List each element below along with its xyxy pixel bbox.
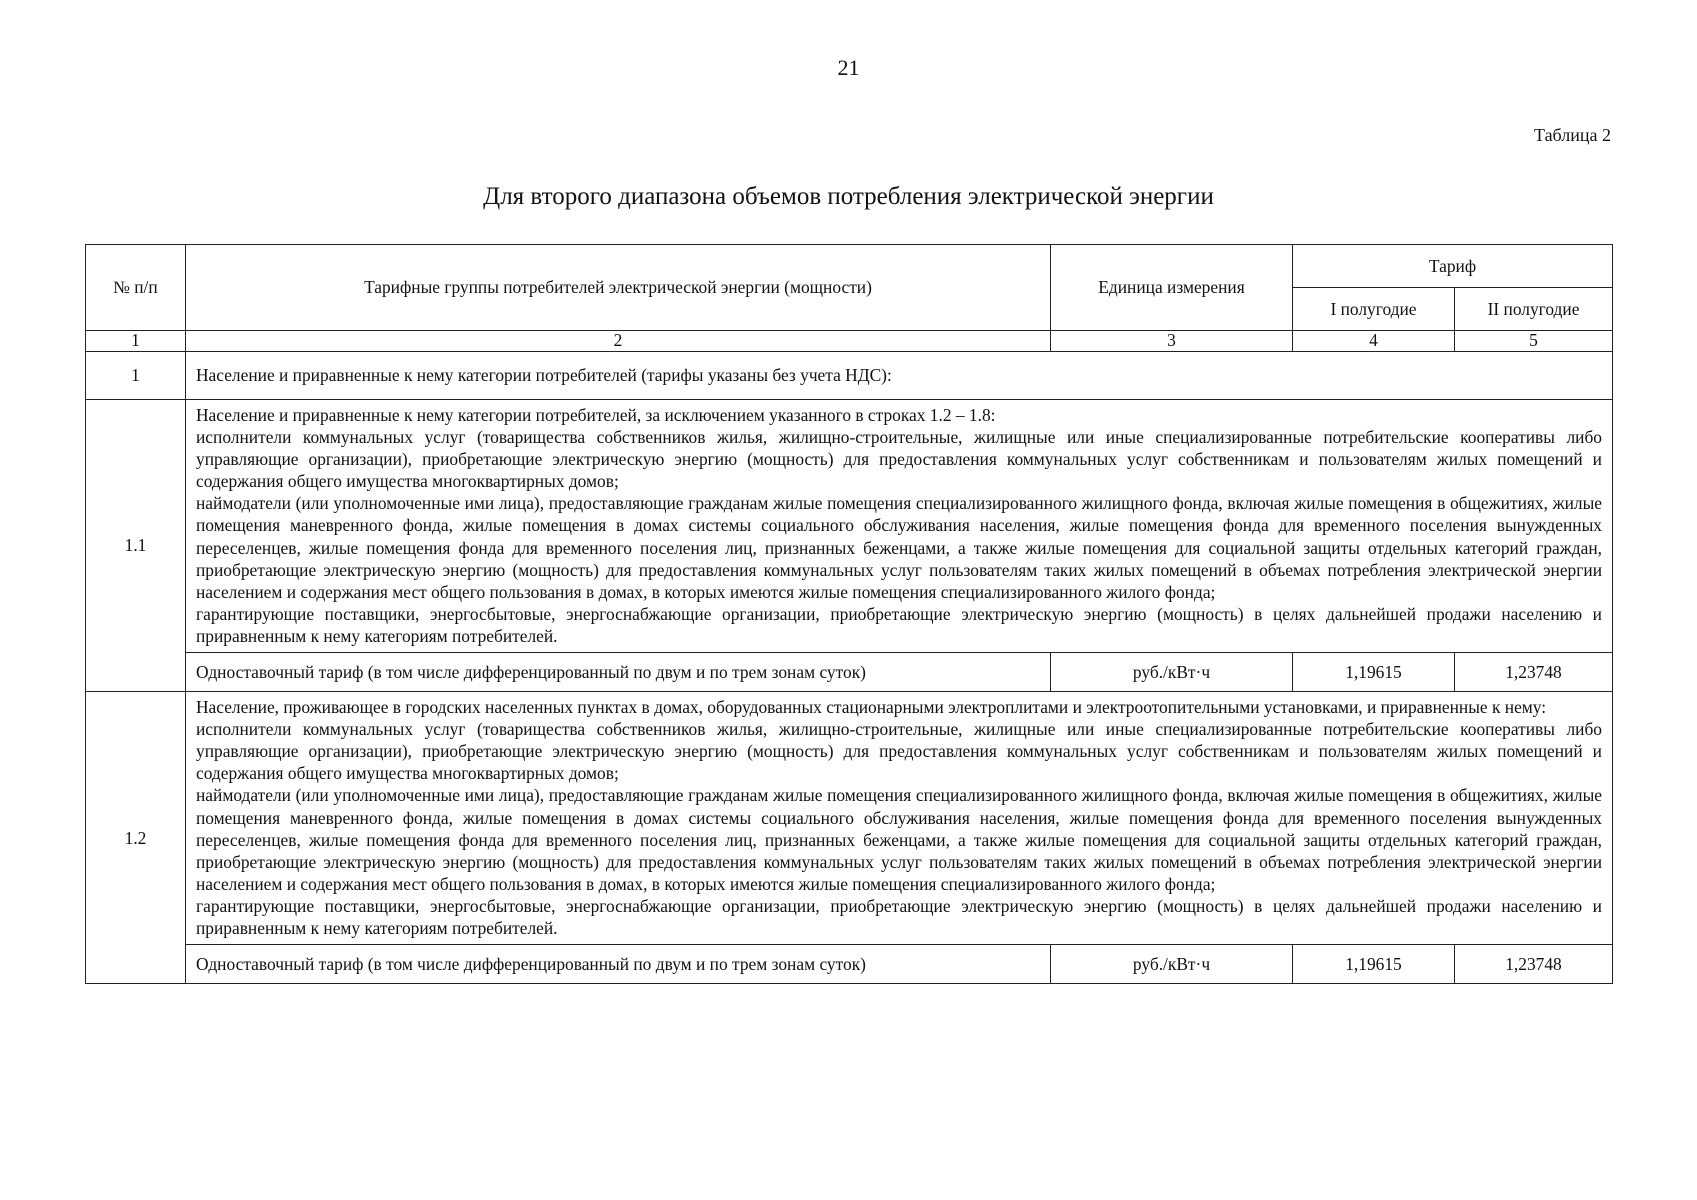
tariff-value-h1: 1,19615	[1293, 653, 1455, 692]
description-paragraph: гарантирующие поставщики, энергосбытовые, энергоснабжающие организации, приобретающие электрическую энергию (мощность) в целях дальнейшей продажи населению и приравненным к нему категориям потребителей.	[196, 895, 1602, 938]
description-paragraph: исполнители коммунальных услуг (товарищества собственников жилья, жилищно-строительные, жилищные или иные специализированные потребительские кооперативы либо управляющие организации), приобретающие электрическую энергию (мощность) для предоставления коммунальных услуг собственникам и пользователям жилых помещений и содержания общего имущества многоквартирных домов;	[196, 719, 1602, 784]
column-number: 3	[1051, 331, 1293, 352]
group-row	[86, 352, 1613, 400]
table-label: Таблица 2	[1534, 125, 1611, 145]
tariff-value-h2: 1,23748	[1455, 653, 1613, 692]
tariff-value-h2: 1,23748	[1455, 945, 1613, 984]
category-description	[186, 692, 1613, 945]
header-col-h2: II полугодие	[1455, 288, 1613, 331]
header-col-group: Тарифные группы потребителей электрической энергии (мощности)	[186, 245, 1051, 331]
header-col-unit: Единица измерения	[1051, 245, 1293, 331]
row-number: 1.2	[86, 692, 186, 984]
table-row	[86, 653, 1613, 692]
table-row	[86, 945, 1613, 984]
column-number: 1	[86, 331, 186, 352]
tariff-unit: руб./кВт·ч	[1051, 945, 1293, 984]
description-paragraph: наймодатели (или уполномоченные ими лица), предоставляющие гражданам жилые помещения специализированного жилищного фонда, включая жилые помещения в общежитиях, жилые помещения маневренного фонда, жилые помещения в домах системы социального обслуживания населения, жилые помещения фонда для временного поселения вынужденных переселенцев, жилые помещения фонда для временного поселения лиц, признанных беженцами, а также жилые помещения для социальной защиты отдельных категорий граждан, приобретающие электрическую энергию (мощность) для предоставления коммунальных услуг пользователям таких жилых помещений в объемах потребления электрической энергии населением и содержания мест общего пользования в домах, в которых имеются жилые помещения специализированного жилого фонда;	[196, 493, 1602, 602]
tariff-unit: руб./кВт·ч	[1051, 653, 1293, 692]
row-number: 1	[86, 352, 186, 400]
group-description: Население и приравненные к нему категории потребителей (тарифы указаны без учета НДС):	[186, 352, 1613, 400]
tariff-table	[85, 244, 1613, 984]
description-paragraph: наймодатели (или уполномоченные ими лица), предоставляющие гражданам жилые помещения специализированного жилищного фонда, включая жилые помещения в общежитиях, жилые помещения маневренного фонда, жилые помещения в домах системы социального обслуживания населения, жилые помещения фонда для временного поселения вынужденных переселенцев, жилые помещения фонда для временного поселения лиц, признанных беженцами, а также жилые помещения для социальной защиты отдельных категорий граждан, приобретающие электрическую энергию (мощность) для предоставления коммунальных услуг пользователям таких жилых помещений в объемах потребления электрической энергии населением и содержания мест общего пользования в домах, в которых имеются жилые помещения специализированного жилого фонда;	[196, 785, 1602, 894]
column-number: 5	[1455, 331, 1613, 352]
header-col-tariff: Тариф	[1293, 245, 1613, 288]
document-title: Для второго диапазона объемов потребления электрической энергии	[483, 183, 1214, 210]
description-paragraph: Население, проживающее в городских населенных пунктах в домах, оборудованных стационарными электроплитами и электроотопительными установками, и приравненные к нему:	[196, 697, 1547, 718]
tariff-label: Одноставочный тариф (в том числе дифференцированный по двум и по трем зонам суток)	[186, 653, 1051, 692]
description-paragraph: исполнители коммунальных услуг (товарищества собственников жилья, жилищно-строительные, жилищные или иные специализированные потребительские кооперативы либо управляющие организации), приобретающие электрическую энергию (мощность) для предоставления коммунальных услуг собственникам и пользователям жилых помещений и содержания общего имущества многоквартирных домов;	[196, 427, 1602, 492]
tariff-value-h1: 1,19615	[1293, 945, 1455, 984]
column-number: 2	[186, 331, 1051, 352]
table-row	[86, 692, 1613, 945]
row-number: 1.1	[86, 400, 186, 692]
page-number: 21	[837, 55, 860, 80]
category-description	[186, 400, 1613, 653]
description-paragraph: Население и приравненные к нему категории потребителей, за исключением указанного в строках 1.2 – 1.8:	[196, 405, 996, 425]
column-number-row	[86, 331, 1613, 352]
header-col-num: № п/п	[86, 245, 186, 331]
table-row	[86, 400, 1613, 653]
tariff-label: Одноставочный тариф (в том числе дифференцированный по двум и по трем зонам суток)	[186, 945, 1051, 984]
description-paragraph: гарантирующие поставщики, энергосбытовые, энергоснабжающие организации, приобретающие электрическую энергию (мощность) в целях дальнейшей продажи населению и приравненным к нему категориям потребителей.	[196, 603, 1602, 646]
column-number: 4	[1293, 331, 1455, 352]
header-col-h1: I полугодие	[1293, 288, 1455, 331]
